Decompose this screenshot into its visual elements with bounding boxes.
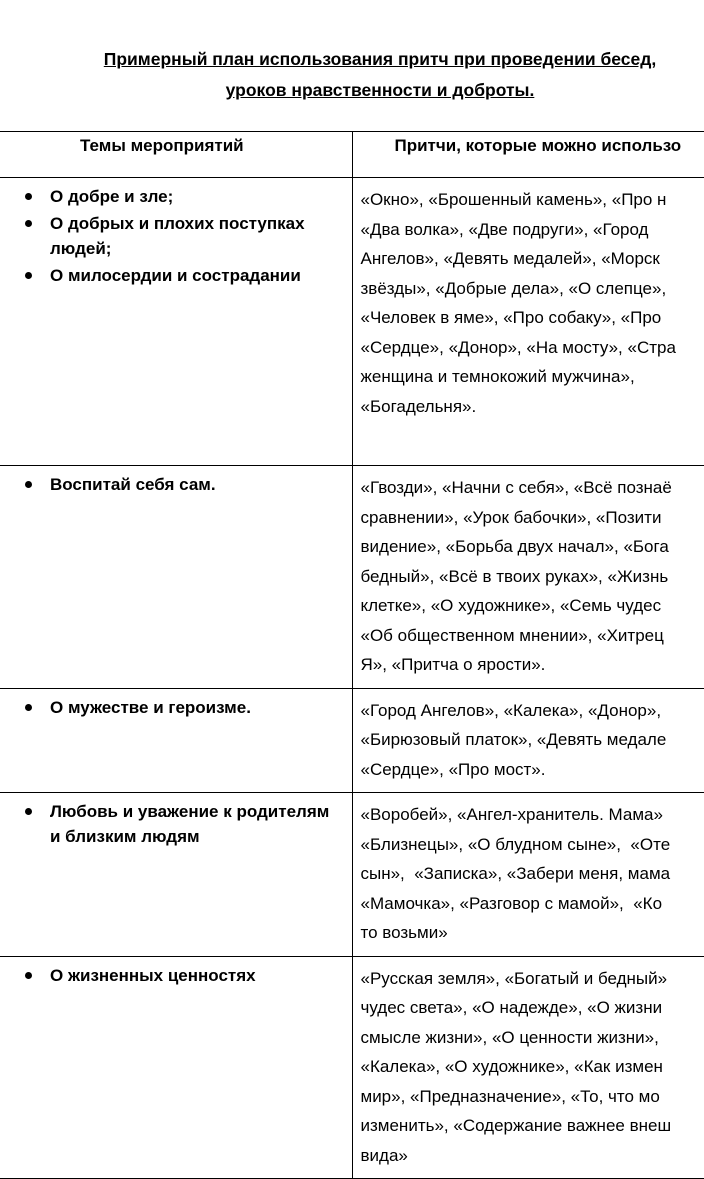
- topics-list: [0, 466, 352, 497]
- topics-list: [0, 178, 352, 288]
- parables-plan-table-wrapper: [0, 131, 704, 1179]
- topic-item: О мужестве и героизме.: [0, 695, 352, 720]
- parables-cell: [352, 688, 704, 793]
- topics-list: [0, 793, 352, 849]
- parables-text: «Окно», «Брошенный камень», «Про н «Два волка», «Две подруги», «Город Ангелов», «Девять медалей», «Морск звёзды», «Добрые дела», «О слепце», «Человек в яме», «Про собаку», «Про «Сердце», «Донор», «На мосту», «Стра женщина и темнокожий мужчина», «Богадельня».: [353, 178, 704, 429]
- table-row: [0, 956, 704, 1179]
- header-parables: Притчи, которые можно использо: [352, 132, 704, 178]
- topic-item: Любовь и уважение к родителям и близким людям: [0, 799, 352, 849]
- table-row: [0, 793, 704, 957]
- parables-cell: [352, 793, 704, 957]
- table-row: [0, 688, 704, 793]
- parables-cell: [352, 178, 704, 466]
- topic-item: О добрых и плохих поступках людей;: [0, 211, 352, 261]
- parables-cell: [352, 956, 704, 1179]
- parables-text: «Воробей», «Ангел-хранитель. Мама» «Близнецы», «О блудном сыне», «Оте сын», «Записка», «Забери меня, мама «Мамочка», «Разговор с мамой», «Ко то возьми»: [353, 793, 704, 956]
- topics-list: [0, 957, 352, 988]
- topics-cell: [0, 956, 352, 1179]
- topics-list: [0, 689, 352, 720]
- header-topics: Темы мероприятий: [0, 132, 352, 178]
- parables-plan-table: [0, 131, 704, 1179]
- parables-text: «Гвозди», «Начни с себя», «Всё познаё сравнении», «Урок бабочки», «Позити видение», «Борьба двух начал», «Бога бедный», «Всё в твоих руках», «Жизнь клетке», «О художнике», «Семь чудес «Об общественном мнении», «Хитрец Я», «Притча о ярости».: [353, 466, 704, 688]
- topic-item: О добре и зле;: [0, 184, 352, 209]
- document-title-line-2: уроков нравственности и доброты.: [0, 80, 704, 101]
- table-row: [0, 466, 704, 689]
- topic-item: О милосердии и сострадании: [0, 263, 352, 288]
- table-row: [0, 178, 704, 466]
- parables-text: «Русская земля», «Богатый и бедный» чудес света», «О надежде», «О жизни смысле жизни», «О ценности жизни», «Калека», «О художнике», «Как измен мир», «Предназначение», «То, что мо изменить», «Содержание важнее внеш вида»: [353, 957, 704, 1179]
- topics-cell: [0, 178, 352, 466]
- topic-item: О жизненных ценностях: [0, 963, 352, 988]
- topics-cell: [0, 793, 352, 957]
- table-header-row: [0, 132, 704, 178]
- parables-text: «Город Ангелов», «Калека», «Донор», «Бирюзовый платок», «Девять медале «Сердце», «Про мост».: [353, 689, 704, 793]
- document-title-line-1: Примерный план использования притч при проведении бесед,: [0, 49, 704, 70]
- parables-cell: [352, 466, 704, 689]
- topic-item: Воспитай себя сам.: [0, 472, 352, 497]
- topics-cell: [0, 688, 352, 793]
- topics-cell: [0, 466, 352, 689]
